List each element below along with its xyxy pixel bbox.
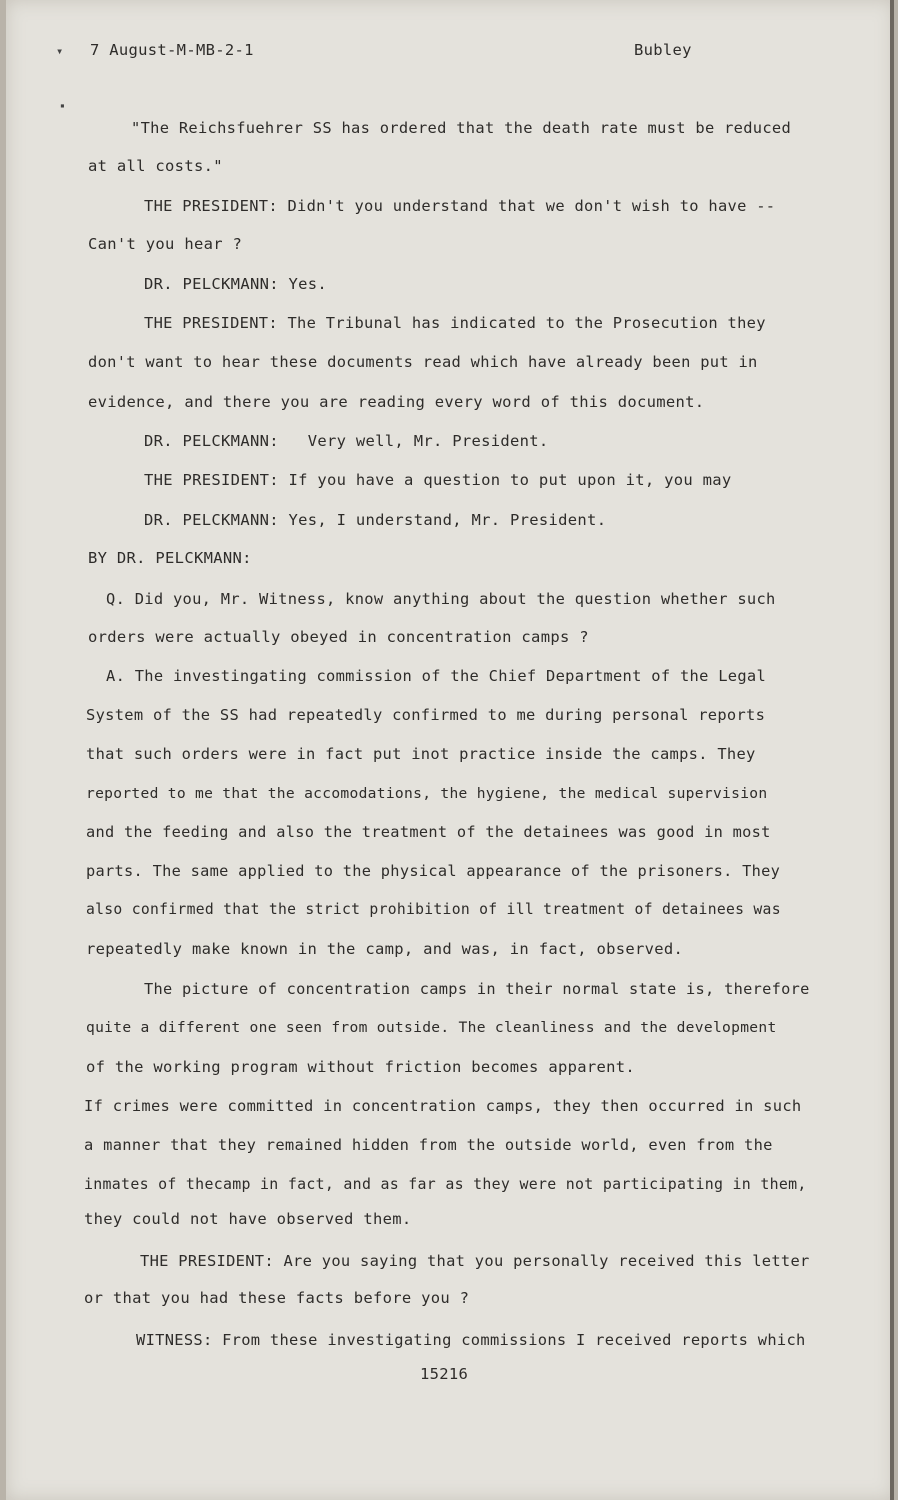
text-line: at all costs." <box>88 157 223 175</box>
text-line: THE PRESIDENT: Didn't you understand that we don't wish to have -- <box>144 197 776 215</box>
text-line: System of the SS had repeatedly confirmed to me during personal reports <box>86 706 766 724</box>
page-number: 15216 <box>420 1365 469 1383</box>
text-line: also confirmed that the strict prohibition of ill treatment of detainees was <box>86 901 781 918</box>
text-line: DR. PELCKMANN: Yes, I understand, Mr. President. <box>144 511 607 529</box>
text-line: orders were actually obeyed in concentration camps ? <box>88 628 589 646</box>
ink-dot: ▪ <box>60 101 65 110</box>
text-line: The picture of concentration camps in their normal state is, therefore <box>144 980 810 998</box>
text-line: DR. PELCKMANN: Yes. <box>144 275 328 293</box>
examination-heading: BY DR. PELCKMANN: <box>88 549 252 567</box>
page-edge-shadow <box>890 0 894 1500</box>
text-line: repeatedly make known in the camp, and was, in fact, observed. <box>86 940 684 958</box>
text-line: "The Reichsfuehrer SS has ordered that the death rate must be reduced <box>131 119 792 137</box>
text-line: and the feeding and also the treatment of the detainees was good in most <box>86 823 771 841</box>
text-line: don't want to hear these documents read which have already been put in <box>88 353 758 371</box>
text-line: parts. The same applied to the physical appearance of the prisoners. They <box>86 862 781 880</box>
text-line: evidence, and there you are reading every word of this document. <box>88 393 705 411</box>
text-line: Can't you hear ? <box>88 235 243 253</box>
page-code: 7 August-M-MB-2-1 <box>90 41 254 59</box>
text-line: reported to me that the accomodations, the hygiene, the medical supervision <box>86 785 768 802</box>
text-line: of the working program without friction becomes apparent. <box>86 1058 636 1076</box>
text-line: quite a different one seen from outside. The cleanliness and the development <box>86 1019 777 1036</box>
text-line: they could not have observed them. <box>84 1210 412 1228</box>
answer-line: A. The investingating commission of the Chief Department of the Legal <box>106 667 767 685</box>
text-line: THE PRESIDENT: The Tribunal has indicated to the Prosecution they <box>144 314 766 332</box>
text-line: If crimes were committed in concentration camps, they then occurred in such <box>84 1097 802 1115</box>
punch-mark: ▾ <box>56 44 64 58</box>
reporter-name: Bubley <box>634 41 692 59</box>
text-line: inmates of thecamp in fact, and as far as they were not participating in them, <box>84 1175 807 1193</box>
text-line: DR. PELCKMANN: Very well, Mr. President. <box>144 432 549 450</box>
text-line: that such orders were in fact put inot practice inside the camps. They <box>86 745 756 763</box>
text-line: a manner that they remained hidden from the outside world, even from the <box>84 1136 773 1154</box>
document-page <box>6 0 894 1500</box>
question-line: Q. Did you, Mr. Witness, know anything about the question whether such <box>106 590 776 608</box>
text-line: WITNESS: From these investigating commissions I received reports which <box>136 1331 806 1349</box>
text-line: THE PRESIDENT: Are you saying that you personally received this letter <box>140 1252 810 1270</box>
text-line: or that you had these facts before you ? <box>84 1289 470 1307</box>
text-line: THE PRESIDENT: If you have a question to put upon it, you may <box>144 471 732 489</box>
